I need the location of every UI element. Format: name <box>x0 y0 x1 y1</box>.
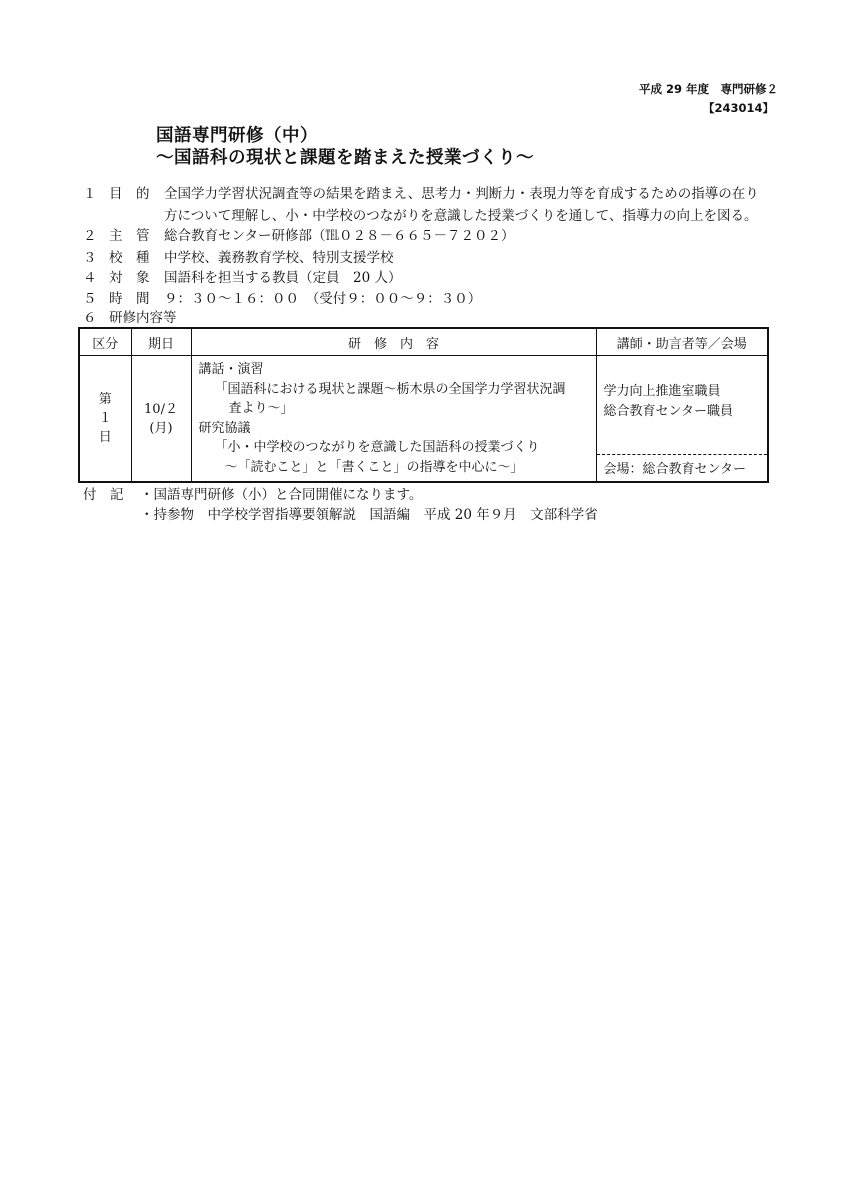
section-school-type <box>83 248 394 268</box>
section-label: 研修内容等 <box>109 310 177 326</box>
content-line: 「国語科における現状と課題～栃木県の全国学力学習状況調 <box>214 381 566 397</box>
table-row <box>79 356 768 483</box>
section-value: 総合教育センター研修部（℡０２８－６６５－７２０２） <box>164 228 515 244</box>
section-contents <box>83 308 177 328</box>
section-label: 対 象 <box>109 270 150 286</box>
section-target <box>83 268 401 288</box>
section-value: 中学校、義務教育学校、特別支援学校 <box>164 250 394 266</box>
table-header-row <box>79 328 768 356</box>
header-content: 研 修 内 容 <box>191 328 596 356</box>
section-number: ６ <box>83 310 97 326</box>
section-purpose-continued: 方について理解し、小・中学校のつながりを意識した授業づくりを通して、指導力の向上を図る。 <box>164 208 758 224</box>
course-code: 【243014】 <box>702 101 774 115</box>
section-number: ４ <box>83 270 97 286</box>
section-purpose <box>83 184 759 204</box>
weekday-text: (月) <box>149 420 173 436</box>
note-line: ・持参物 中学校学習指導要領解説 国語編 平成 20 年９月 文部科学省 <box>140 507 598 523</box>
section-value: 全国学力学習状況調査等の結果を踏まえ、思考力・判断力・表現力等を育成するための指導の在り <box>164 186 759 202</box>
header-lecturer: 講師・助言者等／会場 <box>596 328 768 356</box>
section-label: 時 間 <box>109 291 150 307</box>
lecturer-name: 総合教育センター職員 <box>603 404 733 419</box>
content-line: ～「読むこと」と「書くこと」の指導を中心に～」 <box>224 459 524 475</box>
content-line: 査より～」 <box>228 401 294 416</box>
lecturer-name: 学力向上推進室職員 <box>603 384 721 399</box>
section-time <box>83 289 481 309</box>
day-char: １ <box>98 411 112 426</box>
section-label: 校 種 <box>109 250 150 266</box>
section-value: 国語科を担当する教員（定員 20 人） <box>164 270 402 286</box>
date-cell <box>131 356 191 483</box>
section-number: ２ <box>83 228 97 244</box>
lecturer-list <box>597 356 768 454</box>
lecturer-cell <box>596 356 768 483</box>
note-text: ・国語専門研修（小）と合同開催になります。 <box>140 487 423 503</box>
section-organizer <box>83 226 514 246</box>
content-line: 講話・演習 <box>198 362 264 377</box>
section-label: 主 管 <box>109 228 150 244</box>
section-number: １ <box>83 186 97 202</box>
content-cell <box>191 356 596 483</box>
content-line: 研究協議 <box>198 420 251 436</box>
section-number: ５ <box>83 291 97 307</box>
note-line <box>83 485 422 505</box>
day-char: 第 <box>98 392 112 407</box>
section-label: 目 的 <box>109 186 150 202</box>
page-title: 国語専門研修（中） <box>156 126 318 146</box>
content-line: 「小・中学校のつながりを意識した国語科の授業づくり <box>214 440 540 455</box>
header-kubun: 区分 <box>79 328 131 356</box>
date-text: 10/２ <box>144 401 178 417</box>
day-char: 日 <box>98 430 112 445</box>
section-value: ９：３０～１６：００ （受付９：００～９：３０） <box>164 291 482 307</box>
venue: 会場：総合教育センター <box>597 454 768 481</box>
header-date: 期日 <box>131 328 191 356</box>
page-subtitle: ～国語科の現状と課題を踏まえた授業づくり～ <box>156 148 534 168</box>
day-cell <box>79 356 131 483</box>
note-label: 付 記 <box>83 487 124 503</box>
section-number: ３ <box>83 250 97 266</box>
fiscal-year-label: 平成 29 年度 専門研修２ <box>638 82 778 96</box>
schedule-table <box>78 327 769 483</box>
